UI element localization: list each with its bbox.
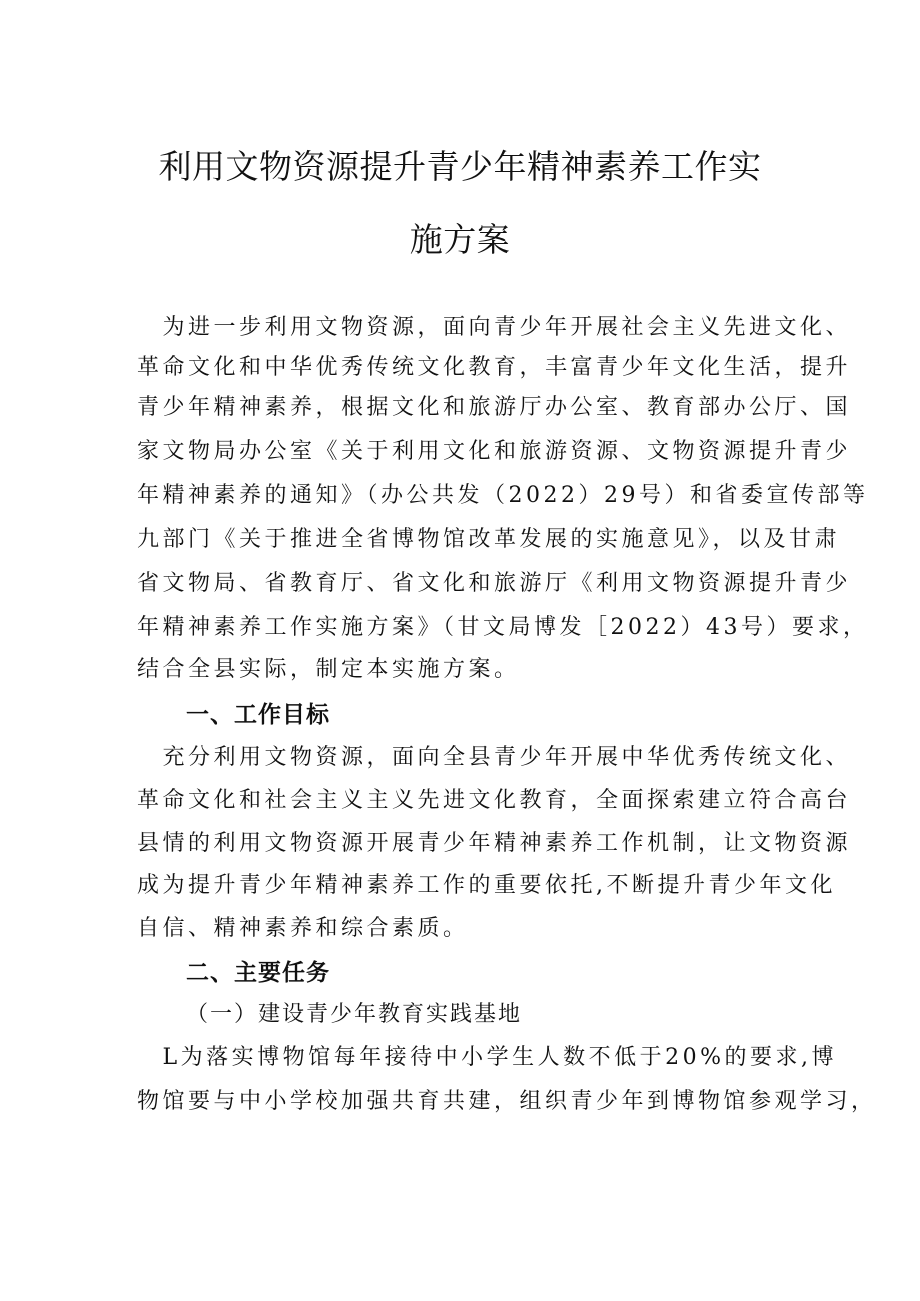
intro-paragraph-line: 为进一步利用文物资源，面向青少年开展社会主义先进文化、 bbox=[137, 315, 852, 340]
section1-paragraph-line: 自信、精神素养和综合素质。 bbox=[137, 916, 469, 941]
document-title-line-1: 利用文物资源提升青少年精神素养工作实 bbox=[158, 147, 762, 186]
intro-paragraph-line: 青少年精神素养，根据文化和旅游厅办公室、教育部办公厅、国 bbox=[137, 395, 852, 420]
subsection1-paragraph-line: L为落实博物馆每年接待中小学生人数不低于20%的要求,博 bbox=[137, 1045, 838, 1070]
document-title-line-2: 施方案 bbox=[409, 220, 511, 259]
intro-paragraph-line: 九部门《关于推进全省博物馆改革发展的实施意见》，以及甘肃 bbox=[137, 527, 841, 552]
section-heading-work-goals: 一、工作目标 bbox=[186, 702, 330, 728]
section1-paragraph-line: 县情的利用文物资源开展青少年精神素养工作机制，让文物资源 bbox=[137, 831, 852, 856]
section1-paragraph-line: 充分利用文物资源，面向全县青少年开展中华优秀传统文化、 bbox=[137, 745, 852, 770]
intro-paragraph-line: 结合全县实际，制定本实施方案。 bbox=[137, 657, 520, 682]
section1-paragraph-line: 成为提升青少年精神素养工作的重要依托,不断提升青少年文化 bbox=[137, 873, 836, 898]
intro-paragraph-line: 家文物局办公室《关于利用文化和旅游资源、文物资源提升青少 bbox=[137, 439, 852, 464]
section1-paragraph-line: 革命文化和社会主义主义先进文化教育，全面探索建立符合高台 bbox=[137, 788, 852, 813]
subsection-heading-youth-base: （一）建设青少年教育实践基地 bbox=[186, 1002, 523, 1027]
intro-paragraph-line: 年精神素养工作实施方案》（甘文局博发［2022）43号）要求， bbox=[137, 615, 869, 640]
intro-paragraph-line: 省文物局、省教育厅、省文化和旅游厅《利用文物资源提升青少 bbox=[137, 571, 852, 596]
section-heading-main-tasks: 二、主要任务 bbox=[186, 960, 330, 986]
intro-paragraph-line: 年精神素养的通知》（办公共发（2022）29号）和省委宣传部等 bbox=[137, 483, 869, 508]
intro-paragraph-line: 革命文化和中华优秀传统文化教育，丰富青少年文化生活，提升 bbox=[137, 355, 852, 380]
subsection1-paragraph-line: 物馆要与中小学校加强共育共建，组织青少年到博物馆参观学习， bbox=[137, 1089, 877, 1114]
